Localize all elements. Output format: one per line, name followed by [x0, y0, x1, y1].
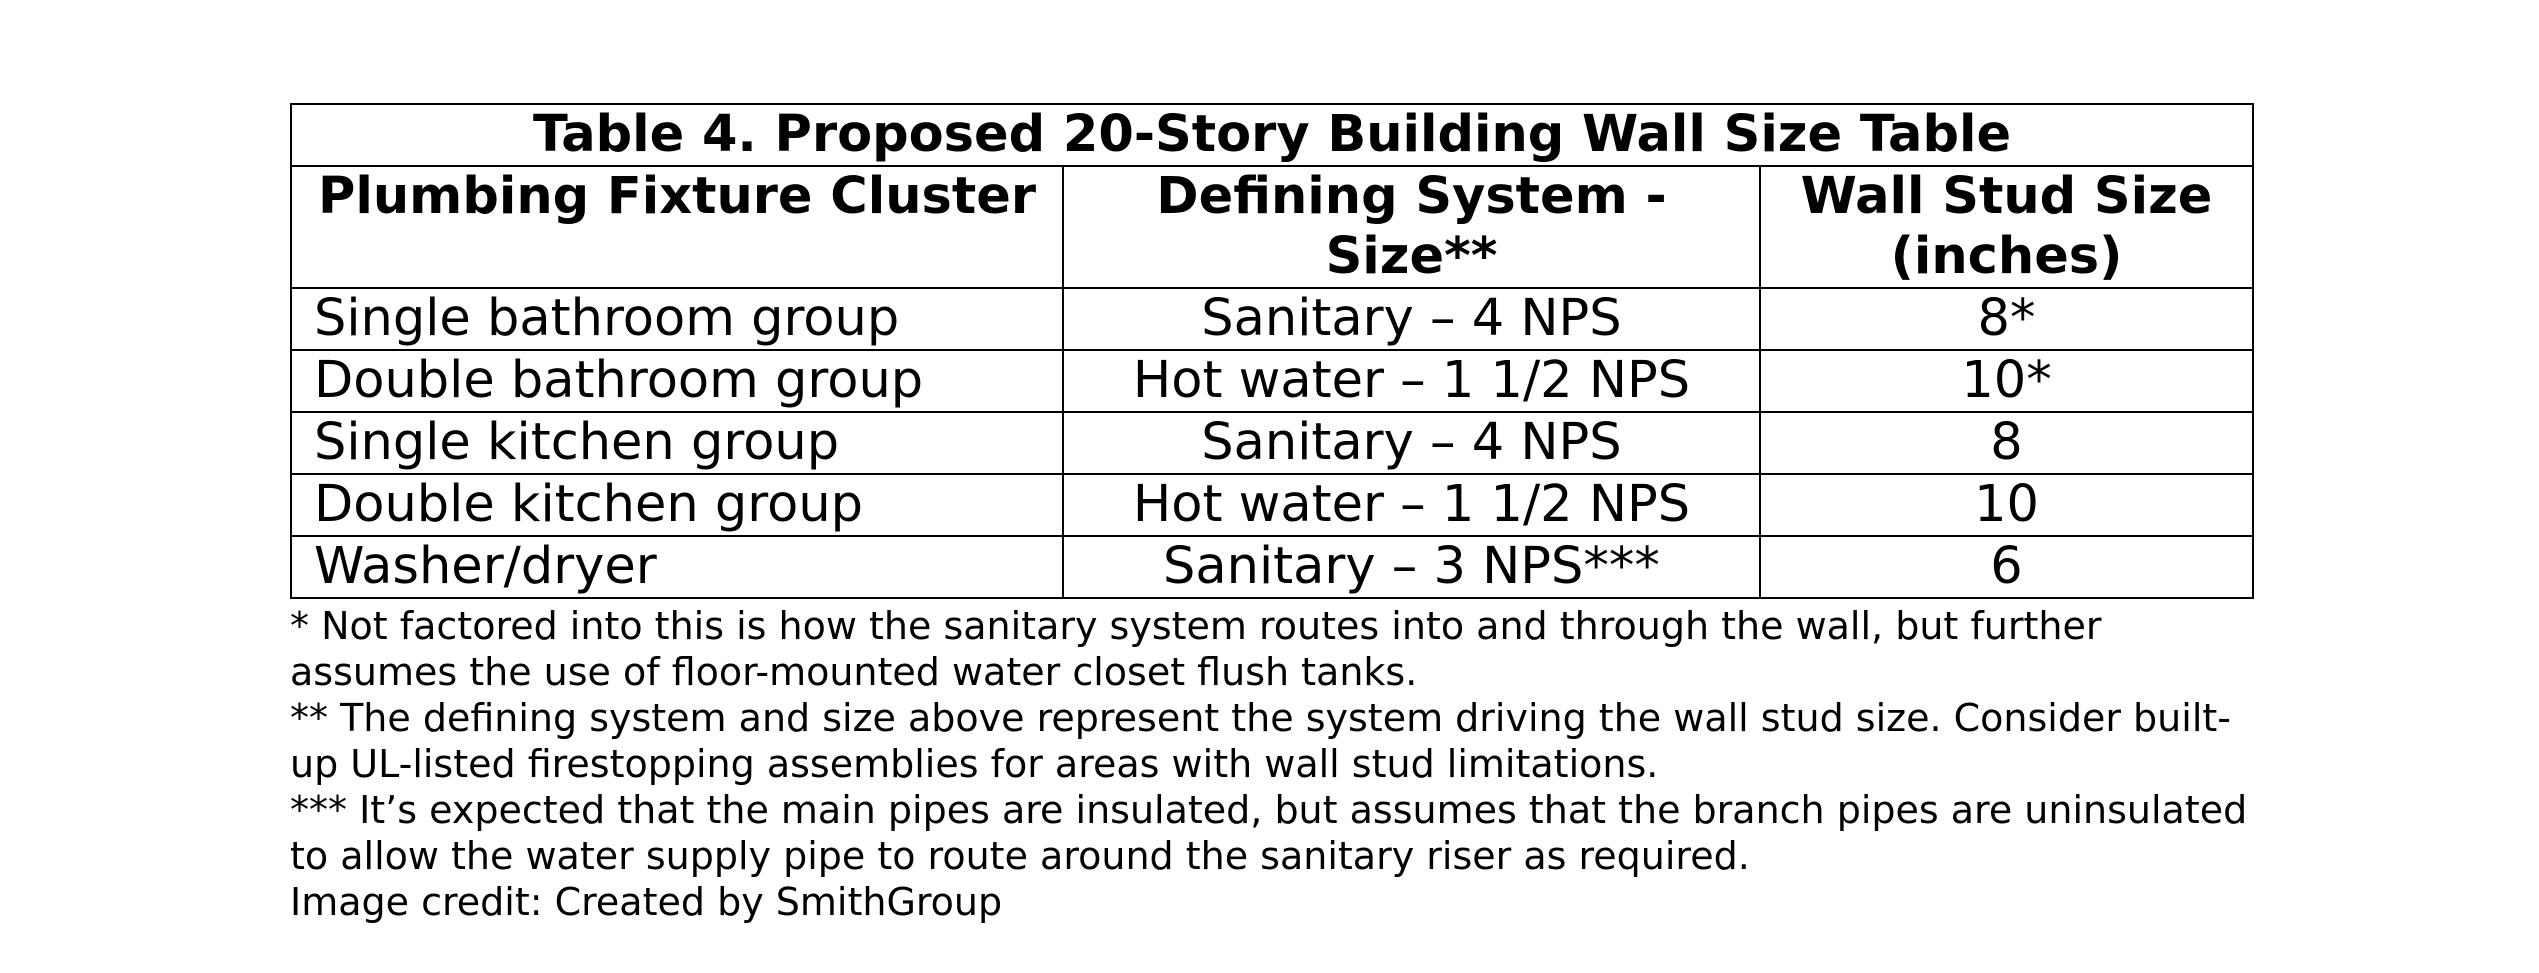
- footnote-triple-asterisk: *** It’s expected that the main pipes are insulated, but assumes that the branch pipes are uninsulated to allow the water supply pipe to route around the sanitary riser as required.: [290, 788, 2248, 878]
- table-title-row: [291, 104, 2253, 166]
- cell-wall-stud-size: 8: [1760, 412, 2253, 474]
- cell-wall-stud-size: 10*: [1760, 350, 2253, 412]
- cell-fixture-cluster: Washer/dryer: [291, 536, 1063, 598]
- footnote-single-asterisk: * Not factored into this is how the sanitary system routes into and through the wall, but further assumes the use of floor-mounted water closet flush tanks.: [290, 604, 2102, 694]
- cell-wall-stud-size: 10: [1760, 474, 2253, 536]
- cell-defining-system: Sanitary – 4 NPS: [1063, 288, 1760, 350]
- cell-defining-system: Hot water – 1 1/2 NPS: [1063, 474, 1760, 536]
- header-defining-system: Defining System - Size**: [1063, 166, 1760, 288]
- document-content: [290, 103, 2252, 925]
- cell-fixture-cluster: Single bathroom group: [291, 288, 1063, 350]
- header-wall-stud-size: Wall Stud Size (inches): [1760, 166, 2253, 288]
- cell-wall-stud-size: 8*: [1760, 288, 2253, 350]
- cell-fixture-cluster: Double kitchen group: [291, 474, 1063, 536]
- table-footnotes: [290, 603, 2252, 925]
- cell-fixture-cluster: Single kitchen group: [291, 412, 1063, 474]
- table-title: Table 4. Proposed 20-Story Building Wall Size Table: [291, 104, 2253, 166]
- table-header-row: [291, 166, 2253, 288]
- cell-defining-system: Sanitary – 4 NPS: [1063, 412, 1760, 474]
- footnote-double-asterisk: ** The defining system and size above represent the system driving the wall stud size. Consider built-up UL-listed firestopping assemblies for areas with wall stud limitations.: [290, 696, 2231, 786]
- table-row: [291, 474, 2253, 536]
- table-row: [291, 412, 2253, 474]
- header-plumbing-fixture-cluster: Plumbing Fixture Cluster: [291, 166, 1063, 288]
- cell-wall-stud-size: 6: [1760, 536, 2253, 598]
- cell-defining-system: Sanitary – 3 NPS***: [1063, 536, 1760, 598]
- cell-defining-system: Hot water – 1 1/2 NPS: [1063, 350, 1760, 412]
- image-credit: Image credit: Created by SmithGroup: [290, 880, 1003, 924]
- cell-fixture-cluster: Double bathroom group: [291, 350, 1063, 412]
- wall-size-table: [290, 103, 2254, 599]
- table-row: [291, 350, 2253, 412]
- table-row: [291, 536, 2253, 598]
- table-row: [291, 288, 2253, 350]
